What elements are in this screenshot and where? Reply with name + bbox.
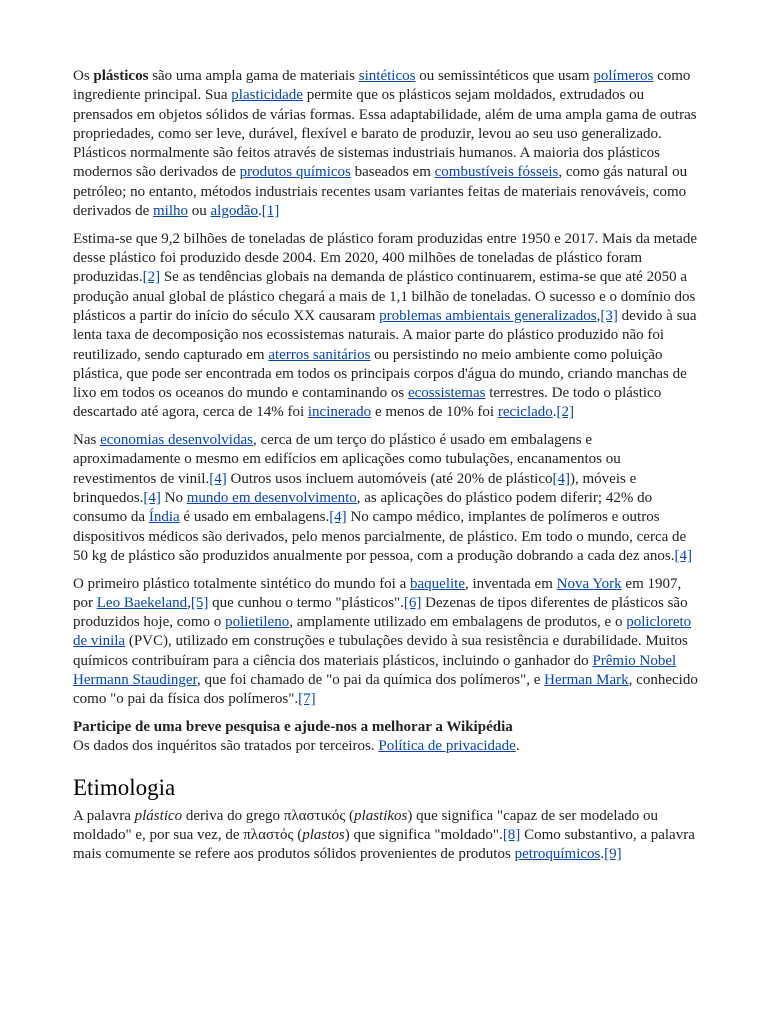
reference-link[interactable]: [4] <box>329 509 347 526</box>
link-mundo-em-desenvolvimento[interactable]: mundo em desenvolvimento <box>186 490 357 507</box>
text: deriva do grego πλαστικός ( <box>182 807 355 824</box>
reference-link[interactable]: [7] <box>298 691 316 708</box>
link-combustiveis-fosseis[interactable]: combustíveis fósseis <box>434 164 559 181</box>
text: . <box>257 203 262 220</box>
text: , <box>596 307 601 324</box>
link-algodao[interactable]: algodão <box>210 203 258 220</box>
text: A palavra <box>73 807 135 824</box>
reference-link[interactable]: [4] <box>209 470 227 487</box>
italic-term: plastikos <box>354 807 408 824</box>
text: são uma ampla gama de materiais <box>148 68 359 84</box>
text: , que foi chamado de "o pai da química dos polímeros", e <box>196 672 545 689</box>
text: , inventada em <box>465 575 557 592</box>
text: , cerca de um terço do plástico é usado em embalagens e aproximadamente o mesmo em edifícios em aplicações como tubulações, encanamentos ou revestimentos de vinil. <box>73 432 621 487</box>
history-paragraph <box>73 575 698 710</box>
reference-link[interactable]: [5] <box>190 594 209 611</box>
text: , as aplicações do plástico podem diferir; 42% do consumo da <box>73 490 653 526</box>
text: é usado em embalagens. <box>179 509 330 526</box>
section-heading-etimologia: Etimologia <box>73 774 176 800</box>
link-india[interactable]: Índia <box>148 509 180 526</box>
text: , como gás natural ou petróleo; no entanto, métodos industriais recentes usam variantes feitas de materiais renováveis, como derivados de <box>73 164 688 220</box>
reference-link[interactable]: [1] <box>261 203 280 220</box>
intro-paragraph <box>73 67 698 221</box>
text: que cunhou o termo "plásticos". <box>208 594 404 611</box>
italic-term: plástico <box>134 807 183 824</box>
text: , conhecido como "o pai da física dos polímeros". <box>73 672 698 708</box>
link-baquelite[interactable]: baquelite <box>410 575 465 592</box>
text: baseados em <box>350 164 435 181</box>
reference-link[interactable]: [2] <box>556 404 575 421</box>
production-paragraph <box>73 230 698 423</box>
text: terrestres. De todo o plástico descartado até agora, cerca de 14% foi <box>73 385 662 421</box>
reference-link[interactable]: [6] <box>403 594 422 611</box>
text: como ingrediente principal. Sua <box>73 68 691 104</box>
reference-link[interactable]: [3] <box>600 307 618 324</box>
link-hermann-staudinger[interactable]: Hermann Staudinger <box>73 672 197 689</box>
link-polietileno[interactable]: polietileno <box>225 614 290 631</box>
text: Outros usos incluem automóveis (até 20% de plástico <box>226 470 553 487</box>
reference-link[interactable]: [2] <box>142 269 161 286</box>
text: . <box>552 404 557 421</box>
reference-link[interactable]: [4] <box>552 470 571 487</box>
link-leo-baekeland[interactable]: Leo Baekeland <box>96 594 188 611</box>
reference-link[interactable]: [9] <box>604 846 622 863</box>
link-polimeros[interactable]: polímeros <box>593 68 654 84</box>
link-produtos-quimicos[interactable]: produtos químicos <box>239 164 351 181</box>
etymology-paragraph <box>73 807 698 865</box>
text: (PVC), utilizado em construções e tubulações devido à sua resistência e durabilidade. Muitos químicos contribuíram para a ciência dos materiais plásticos, incluindo o ganhador do <box>73 633 688 669</box>
text: Nas <box>73 432 101 449</box>
reference-link[interactable]: [4] <box>143 490 161 507</box>
link-economias-desenvolvidas[interactable]: economias desenvolvidas <box>100 432 253 449</box>
text: . <box>515 738 520 755</box>
text: e menos de 10% foi <box>371 404 498 421</box>
link-incinerado[interactable]: incinerado <box>307 404 372 421</box>
text: O primeiro plástico totalmente sintético do mundo foi a <box>73 575 411 592</box>
text: ) que significa "capaz de ser modelado ou moldado" e, por sua vez, de πλαστός ( <box>73 807 658 843</box>
text: em 1907, por <box>73 575 682 611</box>
text: ou semissintéticos que usam <box>415 68 594 84</box>
bold-term: plásticos <box>93 68 149 84</box>
privacy-policy-link[interactable]: Política de privacidade <box>378 738 516 755</box>
usage-paragraph <box>73 431 698 566</box>
link-premio-nobel[interactable]: Prêmio Nobel <box>592 652 677 669</box>
link-reciclado[interactable]: reciclado <box>497 404 553 421</box>
text: ) que significa "moldado". <box>344 826 503 843</box>
text: ou persistindo no meio ambiente como poluição plástica, que pode ser encontrada em todos os principais corpos d'água do mundo, criando manchas de lixo em todos os oceanos do mundo e contaminando os <box>73 346 687 402</box>
text: . <box>600 846 605 863</box>
link-petroquimicos[interactable]: petroquímicos <box>514 846 601 863</box>
link-problemas-ambientais[interactable]: problemas ambientais generalizados <box>379 307 597 324</box>
link-nova-york[interactable]: Nova York <box>556 575 622 592</box>
text: , <box>187 594 191 611</box>
link-plasticidade[interactable]: plasticidade <box>231 87 303 104</box>
text: Como substantivo, a palavra mais comumente se refere aos produtos sólidos provenientes de produtos <box>73 826 695 863</box>
article-content <box>73 67 698 873</box>
text: , amplamente utilizado em embalagens de produtos, e o <box>289 614 627 631</box>
link-herman-mark[interactable]: Herman Mark <box>544 672 629 689</box>
link-aterros-sanitarios[interactable]: aterros sanitários <box>268 346 371 363</box>
text: devido à sua lenta taxa de decomposição nos ecossistemas naturais. A maior parte do plástico produzido não foi reutilizado, sendo capturado em <box>73 307 697 363</box>
link-policloreto-de-vinila[interactable]: policloreto de vinila <box>73 614 692 650</box>
text: ), móveis e brinquedos. <box>73 470 637 507</box>
link-ecossistemas[interactable]: ecossistemas <box>407 385 486 402</box>
reference-link[interactable]: [4] <box>674 547 692 564</box>
text: Se as tendências globais na demanda de plástico continuarem, estima-se que até 2050 a produção anual global de plástico chegará a mais de 1,1 bilhão de toneladas. O sucesso e o domínio dos plásticos a partir do início do século XX causaram <box>73 269 696 324</box>
text: ou <box>188 203 211 220</box>
link-milho[interactable]: milho <box>152 203 188 220</box>
reference-link[interactable]: [8] <box>502 826 521 843</box>
survey-text: Os dados dos inquéritos são tratados por terceiros. <box>73 738 379 755</box>
text: No <box>160 490 187 507</box>
survey-banner <box>73 718 698 757</box>
italic-term: plastos <box>302 826 345 843</box>
text: Dezenas de tipos diferentes de plásticos são produzidos hoje, como o <box>73 594 688 631</box>
text: permite que os plásticos sejam moldados, extrudados ou prensados em objetos sólidos de várias formas. Essa adaptabilidade, além de uma ampla gama de outras propriedades, como ser leve, durável, flexível e barato de produzir, levou ao seu uso generalizado. Plásticos normalmente são feitos através de sistemas industriais humanos. A maioria dos plásticos modernos são derivados de <box>73 87 697 181</box>
survey-title: Participe de uma breve pesquisa e ajude-nos a melhorar a Wikipédia <box>73 719 513 736</box>
link-sinteticos[interactable]: sintéticos <box>358 68 416 84</box>
text: Estima-se que 9,2 bilhões de toneladas de plástico foram produzidas entre 1950 e 2017. Mais da metade desse plástico foi produzido desde 2004. Em 2020, 400 milhões de toneladas de plástico foram produzidas. <box>73 230 697 286</box>
text: Os <box>73 68 94 84</box>
text: No campo médico, implantes de polímeros e outros dispositivos médicos são derivados, pelo menos parcialmente, de plástico. Em todo o mundo, cerca de 50 kg de plástico são produzidos anualmente por pessoa, com a produção dobrando a cada dez anos. <box>73 509 687 564</box>
